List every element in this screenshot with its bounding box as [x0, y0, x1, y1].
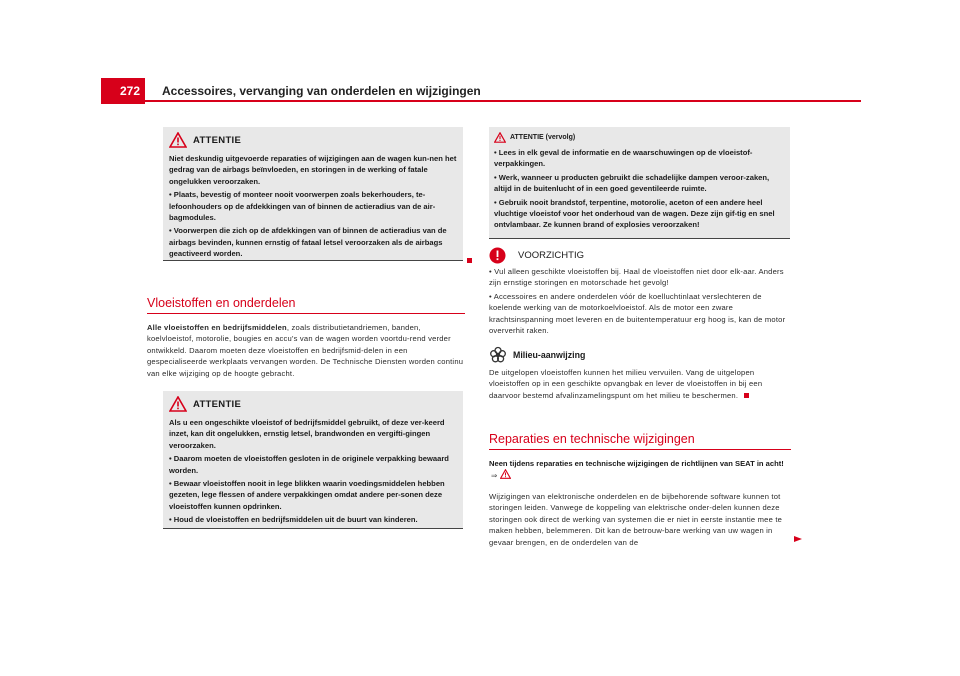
warning-header — [494, 130, 785, 144]
header-rule — [145, 100, 861, 102]
chapter-title: Accessoires, vervanging van onderdelen en wijzigingen — [162, 84, 481, 98]
warning-bullet: • Gebruik nooit brandstof, terpentine, motorolie, aceton of een andere heel vluchtige vloeistof voor het onderhoud van de wagen. Deze zijn gif-tig en snel ontvlambaar. Ze kunnen brand of explosies veroorzaken! — [494, 197, 785, 231]
fluids-body — [147, 322, 465, 381]
section-rule — [147, 313, 465, 314]
fluids-text: , zoals distributietandriemen, banden, koelvloeistof, motorolie, bougies en accu's van de wagen worden voortdu-rend verder ontwikkeld. Daarom moeten deze vloeistoffen en bedrijfsmid-delen in een gespecialiseerde werkplaats vervangen worden. De Technische Diensten worden continu van elke wijziging op de hoogte gebracht. — [147, 323, 464, 378]
reference-arrow: ⇒ — [491, 471, 498, 481]
warning-header — [169, 131, 457, 149]
warning-bullet: • Lees in elk geval de informatie en de waarschuwingen op de vloeistof-verpakkingen. — [494, 147, 785, 170]
section-title-fluids: Vloeistoffen en onderdelen — [147, 296, 296, 310]
warning-bullet: • Daarom moeten de vloeistoffen gesloten in de originele verpakking bewaard worden. — [169, 453, 457, 476]
caution-title: VOORZICHTIG — [518, 250, 584, 261]
warning-bullet: • Bewaar vloeistoffen nooit in lege blikken waarin voedingsmiddelen hebben gezeten, lege flessen of andere verpakkingen omdat andere per-sonen deze vloeistoffen kunnen opdrinken. — [169, 478, 457, 512]
warning-triangle-icon — [169, 132, 187, 148]
warning-box-fluids — [163, 391, 463, 529]
caution-body — [489, 266, 789, 338]
end-of-section-mark — [467, 258, 472, 263]
warning-bullet: • Werk, wanneer u producten gebruikt die schadelijke dampen veroor-zaken, altijd in de buitenlucht of in een goed geventileerde ruimte. — [494, 172, 785, 195]
section-rule — [489, 449, 791, 450]
end-of-section-mark — [744, 393, 749, 398]
caution-header — [489, 247, 584, 264]
caution-exclamation-icon — [489, 247, 506, 264]
flower-environment-icon — [489, 346, 507, 364]
warning-triangle-icon — [169, 396, 187, 412]
warning-paragraph: Niet deskundig uitgevoerde reparaties of wijzigingen aan de wagen kun-nen het gedrag van de airbags beïnvloeden, en storingen in de werking of fatale ongelukken veroorzaken. — [169, 154, 457, 186]
warning-triangle-icon[interactable] — [500, 469, 511, 479]
warning-header — [169, 395, 457, 413]
continue-arrow-icon — [794, 535, 802, 543]
environment-title: Milieu-aanwijzing — [513, 350, 586, 360]
repairs-body — [489, 491, 789, 550]
caution-bullet: • Accessoires en andere onderdelen vóór de koelluchtinlaat verslechteren de koelende werking van de motorkoelvloeistof. Als de motor een zware krachtsinspanning moet leveren en de buitentemperatuur erg hoog is, kan de motor oververhit raken. — [489, 291, 789, 337]
warning-box-continued — [489, 127, 790, 239]
repairs-text: Wijzigingen van elektronische onderdelen en de bijbehorende software kunnen tot storingen leiden. Vanwege de koppeling van elektrische onder-delen kunnen deze storingen ook direct de werking van systemen die er niet in eerste instantie mee te maken hebben, belemmeren. Dit kan de betrouw-bare werking van uw wagen in gevaar brengen, en de onderdelen van de — [489, 492, 783, 547]
warning-bullet: • Plaats, bevestig of monteer nooit voorwerpen zoals bekerhouders, te-lefoonhouders op de afdekkingen van of binnen de actieradius van de air-bagmodules. — [169, 189, 457, 223]
caution-bullet: • Vul alleen geschikte vloeistoffen bij. Haal de vloeistoffen niet door elk-aar. Anders zijn ernstige storingen en motorschade het gevolg! — [489, 266, 789, 289]
warning-title: ATTENTIE — [193, 398, 242, 410]
repairs-lead — [489, 458, 789, 482]
environment-text: De uitgelopen vloeistoffen kunnen het milieu vervuilen. Vang de uitgelopen vloeistoffen op in een geschikte opvangbak en lever de vloeistoffen in bij een daarvoor bestemd afvalinzamelingspunt om het milieu te beschermen. — [489, 368, 763, 400]
fluids-lead: Alle vloeistoffen en bedrijfsmiddelen — [147, 323, 287, 332]
page-number: 272 — [120, 84, 141, 98]
environment-header — [489, 346, 585, 364]
warning-bullet: • Houd de vloeistoffen en bedrijfsmiddelen uit de buurt van kinderen. — [169, 514, 457, 525]
repairs-lead-text: Neen tijdens reparaties en technische wijzigingen de richtlijnen van SEAT in acht! — [489, 459, 784, 468]
warning-title: ATTENTIE — [193, 134, 242, 146]
section-title-repairs: Reparaties en technische wijzigingen — [489, 432, 695, 446]
warning-box-airbags — [163, 127, 463, 261]
warning-title: ATTENTIE (vervolg) — [510, 133, 576, 141]
warning-bullet: • Voorwerpen die zich op de afdekkingen van of binnen de actieradius van de airbags bevinden, kunnen ernstig of fataal letsel veroorzaken als de airbags geactiveerd worden. — [169, 225, 457, 259]
environment-body — [489, 367, 789, 403]
warning-triangle-icon — [494, 132, 506, 143]
warning-paragraph: Als u een ongeschikte vloeistof of bedrijfsmiddel gebruikt, of deze ver-keerd inzet, kan dit ongelukken, ernstig letsel, brandwonden en vergifti-gingen veroorzaken. — [169, 418, 445, 450]
